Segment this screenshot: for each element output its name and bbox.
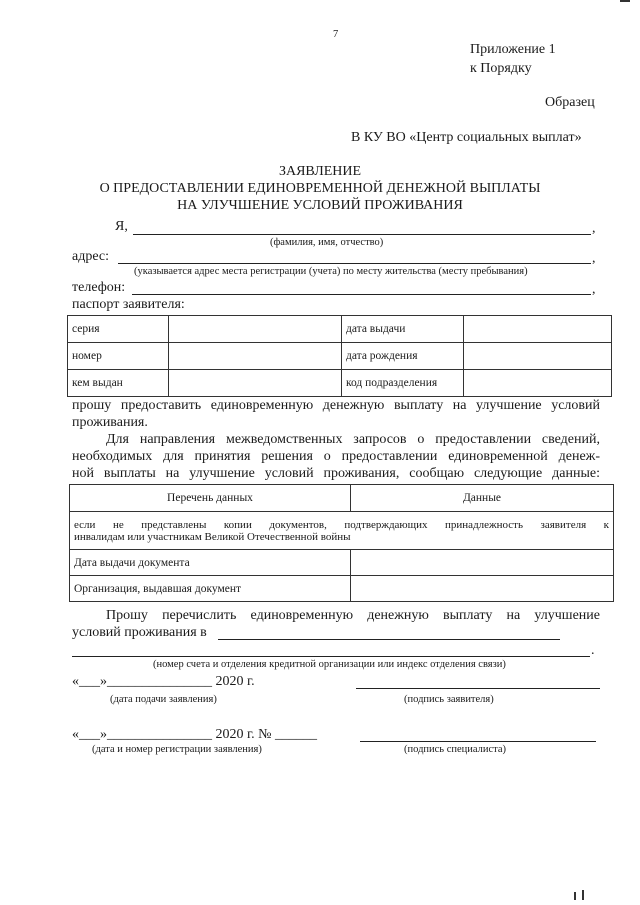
- addressee: В КУ ВО «Центр социальных выплат»: [351, 130, 582, 145]
- passport-issue-date-value[interactable]: [464, 316, 612, 343]
- division-code-value[interactable]: [464, 370, 612, 397]
- name-field[interactable]: [133, 234, 591, 235]
- disability-status-line1: если не представлены копии документов, подтверждающих принадлежность заявителя к: [74, 518, 609, 531]
- issuing-organization-value[interactable]: [351, 576, 614, 602]
- passport-number-value[interactable]: [169, 343, 342, 370]
- header-data-values: Данные: [351, 485, 614, 512]
- document-issue-date-value[interactable]: [351, 550, 614, 576]
- passport-row-series: [68, 316, 612, 343]
- document-title: ЗАЯВЛЕНИЕ: [278, 164, 362, 179]
- bank-details-field-line2[interactable]: [72, 656, 590, 657]
- passport-row-number: [68, 343, 612, 370]
- passport-issuer-label: кем выдан: [68, 370, 169, 397]
- name-comma: ,: [592, 221, 596, 236]
- address-hint: (указывается адрес места регистрации (учета) по месту жительства (месту пребывания): [134, 266, 528, 277]
- appendix-line1: Приложение 1: [470, 42, 556, 57]
- registration-date-number-hint: (дата и номер регистрации заявления): [92, 744, 262, 755]
- passport-issue-date-label: дата выдачи: [342, 316, 464, 343]
- data-table-header: [70, 485, 614, 512]
- scan-mark: [620, 0, 630, 2]
- phone-label: телефон:: [72, 280, 126, 295]
- bank-details-field[interactable]: [218, 639, 560, 640]
- division-code-label: код подразделения: [342, 370, 464, 397]
- passport-label: паспорт заявителя:: [72, 297, 185, 312]
- passport-series-label: серия: [68, 316, 169, 343]
- applicant-signature-hint: (подпись заявителя): [404, 694, 494, 705]
- request-text-line2: проживания.: [72, 415, 148, 430]
- data-table-row: [70, 512, 614, 550]
- specialist-signature-hint: (подпись специалиста): [404, 744, 507, 755]
- data-table-row: [70, 576, 614, 602]
- passport-series-value[interactable]: [169, 316, 342, 343]
- bank-details-hint: (номер счета и отделения кредитной организации или индекс отделения связи): [153, 659, 506, 670]
- transfer-text-line1: Прошу перечислить единовременную денежную выплату на улучшение: [106, 608, 600, 623]
- name-hint: (фамилия, имя, отчество): [270, 237, 384, 248]
- sample-label: Образец: [545, 95, 595, 110]
- phone-field[interactable]: [132, 294, 591, 295]
- transfer-period: .: [591, 643, 595, 658]
- birth-date-value[interactable]: [464, 343, 612, 370]
- passport-number-label: номер: [68, 343, 169, 370]
- passport-issuer-value[interactable]: [169, 370, 342, 397]
- passport-row-issuer: [68, 370, 612, 397]
- data-table: [69, 484, 614, 602]
- disability-status-line2: инвалидам или участникам Великой Отечественной войны: [74, 530, 351, 543]
- scan-mark: [574, 892, 576, 900]
- specialist-signature-field[interactable]: [360, 741, 596, 742]
- disability-status-cell: [70, 512, 614, 550]
- info-text-line1: Для направления межведомственных запросов о предоставлении сведений,: [106, 432, 600, 447]
- header-data-list: Перечень данных: [70, 485, 351, 512]
- page-number: 7: [333, 29, 339, 40]
- document-issue-date-label: Дата выдачи документа: [70, 550, 351, 576]
- data-table-row: [70, 550, 614, 576]
- birth-date-label: дата рождения: [342, 343, 464, 370]
- appendix-line2: к Порядку: [470, 61, 532, 76]
- request-text-line1: прошу предоставить единовременную денежную выплату на улучшение условий: [72, 398, 600, 413]
- passport-table: [67, 315, 612, 397]
- address-label: адрес:: [72, 249, 110, 264]
- name-label: Я,: [115, 219, 128, 234]
- address-field[interactable]: [118, 263, 591, 264]
- scan-mark: [582, 890, 584, 900]
- document-title-line3: НА УЛУЧШЕНИЕ УСЛОВИЙ ПРОЖИВАНИЯ: [177, 198, 463, 213]
- registration-date-number-field[interactable]: «___»_______________ 2020 г. № ______: [72, 727, 318, 742]
- application-date-field[interactable]: «___»_______________ 2020 г.: [72, 674, 255, 689]
- document-title-line2: О ПРЕДОСТАВЛЕНИИ ЕДИНОВРЕМЕННОЙ ДЕНЕЖНОЙ ВЫПЛАТЫ: [99, 181, 541, 196]
- phone-comma: ,: [592, 282, 596, 297]
- transfer-text-line2: условий проживания в: [72, 625, 207, 640]
- info-text-line3: ной выплаты на улучшение условий проживания, сообщаю следующие данные:: [72, 466, 600, 481]
- info-text-line2: необходимых для принятия решения о предоставлении единовременной денеж-: [72, 449, 600, 464]
- applicant-signature-field[interactable]: [356, 688, 600, 689]
- application-date-hint: (дата подачи заявления): [110, 694, 217, 705]
- issuing-organization-label: Организация, выдавшая документ: [70, 576, 351, 602]
- address-comma: ,: [592, 251, 596, 266]
